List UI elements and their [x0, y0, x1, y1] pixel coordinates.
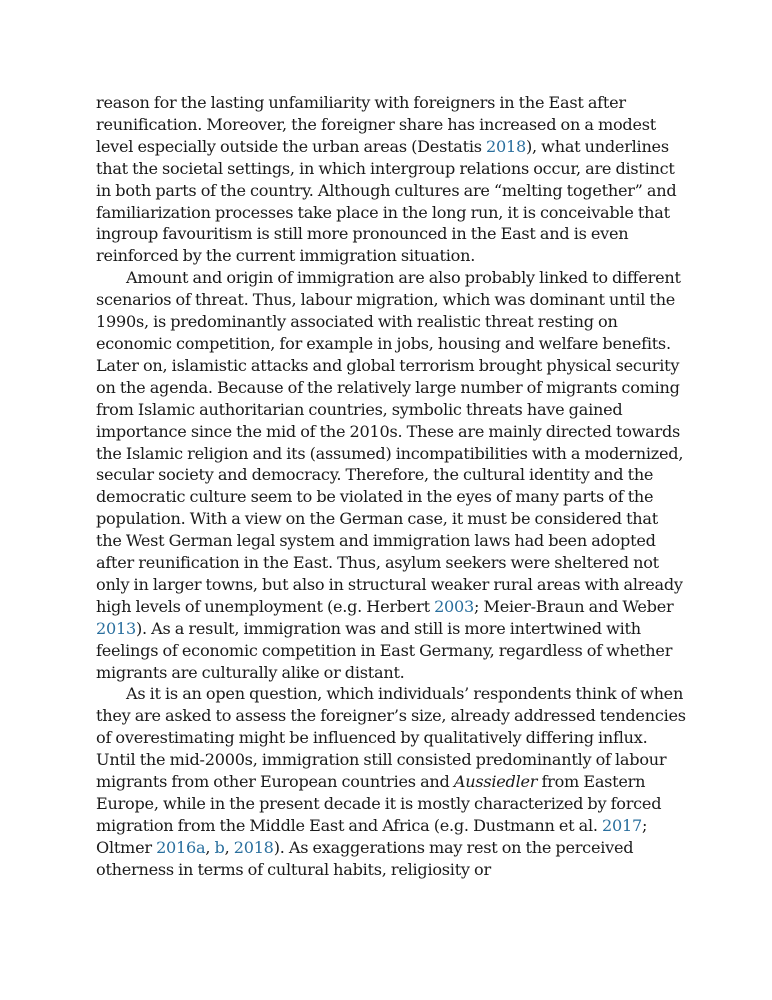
citation-link[interactable]: 2017 [602, 815, 643, 835]
citation-link[interactable]: 2018 [486, 136, 527, 156]
body-text: ; Oltmer [96, 815, 648, 857]
paragraph-3 [96, 683, 686, 880]
citation-link[interactable]: 2016a [156, 837, 206, 857]
body-text: ). As exaggerations may rest on the perceived otherness in terms of cultural habits, religiosity or [96, 837, 634, 879]
body-text: , [205, 837, 215, 857]
body-text: ), what underlines that the societal settings, in which intergroup relations occur, are distinct in both parts of the country. Although cultures are “melting together” and familiarization processes take place in the long run, it is conceivable that ingroup favouritism is still more pronounced in the East and is even reinforced by the current immigration situation. [96, 136, 677, 266]
citation-link[interactable]: 2003 [434, 596, 475, 616]
citation-link[interactable]: 2018 [233, 837, 274, 857]
citation-link[interactable]: b [214, 837, 225, 857]
body-text: reason for the lasting unfamiliarity with foreigners in the East after reunification. Moreover, the foreigner share has increased on a modest level especially outside the urban areas (Destatis [96, 93, 656, 156]
italic-term: Aussiedler [453, 772, 538, 792]
body-text: , [224, 837, 234, 857]
paragraph-1 [96, 92, 686, 267]
body-text: Amount and origin of immigration are also probably linked to different scenarios of threat. Thus, labour migration, which was dominant until the 1990s, is predominantly associated with realistic threat resting on economic competition, for example in jobs, housing and welfare benefits. Later on, islamistic attacks and global terrorism brought physical security on the agenda. Because of the relatively large number of migrants coming from Islamic authoritarian countries, symbolic threats have gained importance since the mid of the 2010s. These are mainly directed towards the Islamic religion and its (assumed) incompatibilities with a modernized, secular society and democracy. Therefore, the cultural identity and the democratic culture seem to be violated in the eyes of many parts of the population. With a view on the German case, it must be considered that the West German legal system and immigration laws had been adopted after reunification in the East. Thus, asylum seekers were sheltered not only in larger towns, but also in structural weaker rural areas with already high levels of unemployment (e.g. Herbert [96, 268, 684, 616]
paragraph-2 [96, 267, 686, 683]
body-text: from Eastern Europe, while in the present decade it is mostly characterized by forced migration from the Middle East and Africa (e.g. Dustmann et al. [96, 772, 662, 835]
body-text: ). As a result, immigration was and still is more intertwined with feelings of economic competition in East Germany, regardless of whether migrants are culturally alike or distant. [96, 618, 673, 682]
body-text: ; Meier-Braun and Weber [474, 596, 674, 616]
page-body [96, 92, 686, 881]
citation-link[interactable]: 2013 [96, 618, 136, 638]
body-text: As it is an open question, which individuals’ respondents think of when they are asked to assess the foreigner’s size, already addressed tendencies of overestimating might be influenced by qualitatively differing influx. Until the mid-2000s, immigration still consisted predominantly of labour migrants from other European countries and [96, 684, 686, 792]
